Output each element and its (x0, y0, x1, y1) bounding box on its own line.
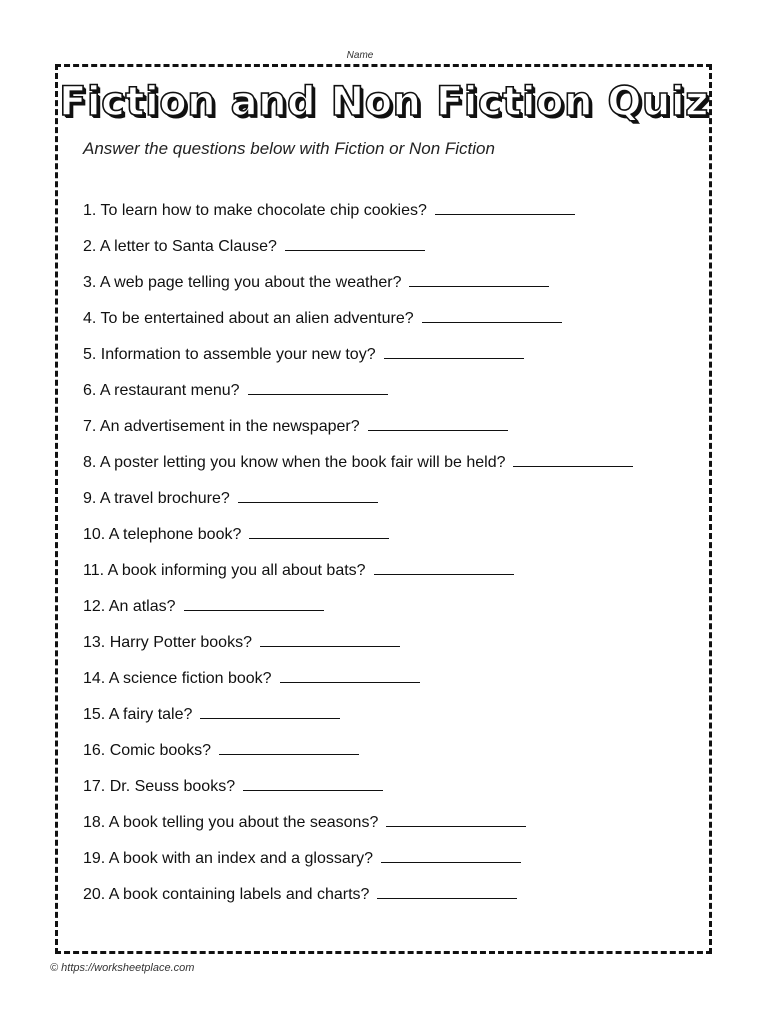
answer-blank[interactable] (219, 736, 359, 755)
question-item (83, 772, 633, 808)
question-item (83, 232, 633, 268)
page-title: Fiction and Non Fiction Quiz (59, 79, 709, 125)
question-item (83, 520, 633, 556)
question-item (83, 448, 633, 484)
question-text: 10. A telephone book? (83, 526, 242, 543)
question-item (83, 268, 633, 304)
question-item (83, 304, 633, 340)
copyright-footer: © https://worksheetplace.com (50, 962, 195, 974)
question-text: 14. A science fiction book? (83, 670, 272, 687)
question-item (83, 484, 633, 520)
question-text: 18. A book telling you about the seasons? (83, 814, 379, 831)
answer-blank[interactable] (384, 340, 524, 359)
question-text: 8. A poster letting you know when the book fair will be held? (83, 454, 506, 471)
answer-blank[interactable] (435, 196, 575, 215)
answer-blank[interactable] (243, 772, 383, 791)
answer-blank[interactable] (422, 304, 562, 323)
answer-blank[interactable] (386, 808, 526, 827)
answer-blank[interactable] (260, 628, 400, 647)
question-text: 11. A book informing you all about bats? (83, 562, 366, 579)
answer-blank[interactable] (238, 484, 378, 503)
instructions-text: Answer the questions below with Fiction or Non Fiction (83, 139, 495, 158)
answer-blank[interactable] (513, 448, 633, 467)
question-item (83, 376, 633, 412)
question-text: 16. Comic books? (83, 742, 212, 759)
question-item (83, 880, 633, 916)
name-label: Name (346, 50, 374, 61)
question-text: 5. Information to assemble your new toy? (83, 346, 376, 363)
question-text: 2. A letter to Santa Clause? (83, 238, 277, 255)
question-text: 6. A restaurant menu? (83, 382, 240, 399)
question-text: 1. To learn how to make chocolate chip cookies? (83, 202, 427, 219)
question-item (83, 844, 633, 880)
answer-blank[interactable] (368, 412, 508, 431)
answer-blank[interactable] (381, 844, 521, 863)
answer-blank[interactable] (409, 268, 549, 287)
question-text: 12. An atlas? (83, 598, 176, 615)
answer-blank[interactable] (280, 664, 420, 683)
question-item (83, 700, 633, 736)
question-text: 7. An advertisement in the newspaper? (83, 418, 360, 435)
answer-blank[interactable] (249, 520, 389, 539)
question-item (83, 736, 633, 772)
question-text: 19. A book with an index and a glossary? (83, 850, 373, 867)
answer-blank[interactable] (285, 232, 425, 251)
question-text: 15. A fairy tale? (83, 706, 193, 723)
question-text: 9. A travel brochure? (83, 490, 230, 507)
answer-blank[interactable] (374, 556, 514, 575)
answer-blank[interactable] (377, 880, 517, 899)
question-item (83, 628, 633, 664)
question-text: 3. A web page telling you about the weather? (83, 274, 402, 291)
answer-blank[interactable] (200, 700, 340, 719)
question-item (83, 196, 633, 232)
question-list (83, 196, 633, 916)
question-item (83, 808, 633, 844)
answer-blank[interactable] (248, 376, 388, 395)
answer-blank[interactable] (184, 592, 324, 611)
question-item (83, 592, 633, 628)
question-item (83, 340, 633, 376)
question-text: 17. Dr. Seuss books? (83, 778, 236, 795)
question-item (83, 556, 633, 592)
question-text: 4. To be entertained about an alien adventure? (83, 310, 414, 327)
question-text: 13. Harry Potter books? (83, 634, 252, 651)
question-item (83, 664, 633, 700)
question-item (83, 412, 633, 448)
question-text: 20. A book containing labels and charts? (83, 886, 370, 903)
